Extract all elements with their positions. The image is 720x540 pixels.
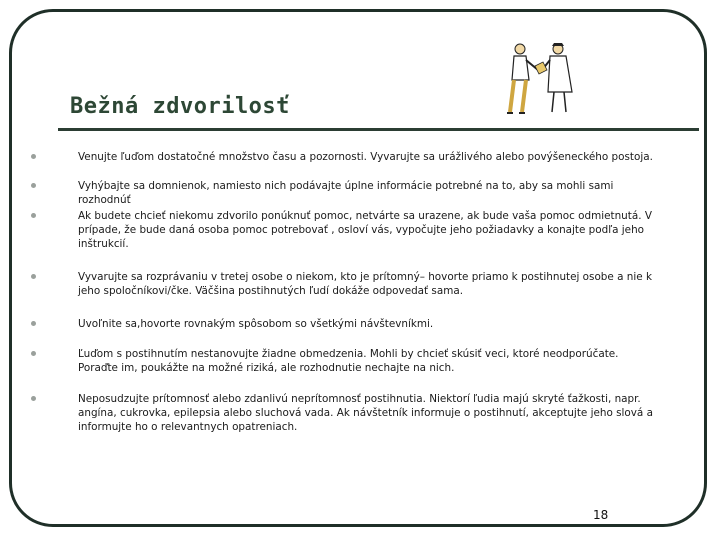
list-item <box>60 150 660 164</box>
list-item-text: Ľuďom s postihnutím nestanovujte žiadne obmedzenia. Mohli by chcieť skúsiť veci, ktoré neodporúčate. Poraďte im, poukážte na možné riziká, ale rozhodnutie nechajte na nich. <box>78 348 619 374</box>
title-underline <box>58 128 699 131</box>
list-item <box>60 179 660 207</box>
list-item <box>60 317 660 331</box>
page-number: 18 <box>593 508 609 522</box>
bullet-dot-icon <box>31 274 36 279</box>
list-item <box>60 392 660 434</box>
bullet-dot-icon <box>31 396 36 401</box>
list-item-text: Ak budete chcieť niekomu zdvorilo ponúknuť pomoc, netvárte sa urazene, ak bude vaša pomoc odmietnutá. V prípade, že bude daná osoba pomoc potrebovať , osloví vás, vypočujte jeho požiadavky a konajte podľa jeho inštrukcií. <box>78 210 652 250</box>
bullet-dot-icon <box>31 154 36 159</box>
list-item <box>60 270 660 298</box>
bullet-dot-icon <box>31 351 36 356</box>
list-item-text: Neposudzujte prítomnosť alebo zdanlivú neprítomnosť postihnutia. Niektorí ľudia majú skryté ťažkosti, napr. angína, cukrovka, epilepsia alebo sluchová vada. Ak návštetník informuje o postihnutí, akceptujte jeho slová a informujte ho o relevantnych opatreniach. <box>78 393 653 433</box>
list-item-text: Vyvarujte sa rozprávaniu v tretej osobe o niekom, kto je prítomný– hovorte priamo k postihnutej osobe a nie k jeho spoločníkovi/čke. Väčšina postihnutých ľudí dokáže odpovedať sama. <box>78 271 652 297</box>
slide-title: Bežná zdvorilosť <box>70 94 290 119</box>
bullet-dot-icon <box>31 321 36 326</box>
list-item-text: Venujte ľuďom dostatočné množstvo času a pozornosti. Vyvarujte sa urážlivého alebo povýšeneckého postoja. <box>78 151 653 163</box>
list-item-text: Vyhýbajte sa domnienok, namiesto nich podávajte úplne informácie potrebné na to, aby sa mohli sami rozhodnúť <box>78 180 614 206</box>
list-item <box>60 347 660 375</box>
bullet-dot-icon <box>31 183 36 188</box>
bullet-dot-icon <box>31 213 36 218</box>
list-item <box>60 209 660 251</box>
title-area <box>58 30 698 142</box>
list-item-text: Uvoľnite sa,hovorte rovnakým spôsobom so všetkými návštevníkmi. <box>78 318 434 330</box>
